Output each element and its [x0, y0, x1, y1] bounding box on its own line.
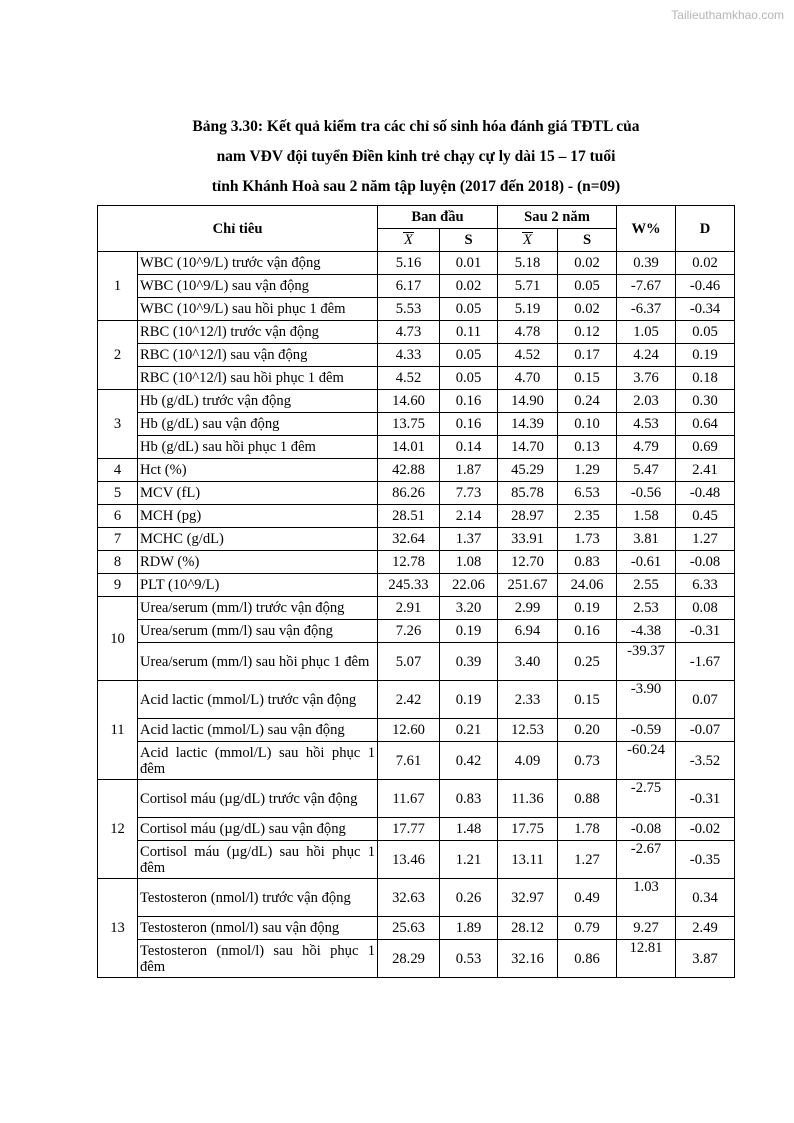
header-s-sau-2-nam: S [558, 229, 617, 252]
cell-x2: 4.52 [498, 344, 558, 367]
cell-w-percent: -39.37 [617, 643, 676, 681]
indicator-label: Acid lactic (mmol/L) sau hồi phục 1 đêm [138, 742, 378, 780]
cell-w-percent: 4.24 [617, 344, 676, 367]
indicator-label: MCH (pg) [138, 505, 378, 528]
cell-s2: 0.02 [558, 298, 617, 321]
group-number: 6 [98, 505, 138, 528]
group-number: 5 [98, 482, 138, 505]
cell-x1: 2.91 [378, 597, 440, 620]
indicator-label: Testosteron (nmol/l) sau vận động [138, 917, 378, 940]
cell-w-percent: 3.76 [617, 367, 676, 390]
table-caption [98, 112, 734, 202]
cell-d: 0.64 [676, 413, 735, 436]
table-row [98, 413, 735, 436]
cell-x1: 245.33 [378, 574, 440, 597]
cell-s1: 0.19 [440, 681, 498, 719]
cell-d: 0.07 [676, 681, 735, 719]
table-row [98, 681, 735, 719]
cell-x2: 251.67 [498, 574, 558, 597]
cell-s1: 1.48 [440, 818, 498, 841]
cell-x2: 14.39 [498, 413, 558, 436]
cell-x2: 28.97 [498, 505, 558, 528]
caption-line-2: nam VĐV đội tuyển Điền kinh trẻ chạy cự ly dài 15 – 17 tuổi [216, 148, 616, 165]
indicator-label: Testosteron (nmol/l) sau hồi phục 1 đêm [138, 940, 378, 978]
cell-x1: 32.64 [378, 528, 440, 551]
cell-w-percent: 4.79 [617, 436, 676, 459]
cell-s2: 0.83 [558, 551, 617, 574]
table-row [98, 344, 735, 367]
cell-x2: 32.16 [498, 940, 558, 978]
cell-x1: 5.16 [378, 252, 440, 275]
cell-x2: 12.53 [498, 719, 558, 742]
cell-s1: 0.53 [440, 940, 498, 978]
cell-s2: 0.02 [558, 252, 617, 275]
table-row [98, 574, 735, 597]
cell-s2: 0.49 [558, 879, 617, 917]
cell-d: -0.31 [676, 780, 735, 818]
indicator-label: Hb (g/dL) trước vận động [138, 390, 378, 413]
cell-d: 0.19 [676, 344, 735, 367]
cell-w-percent: -0.59 [617, 719, 676, 742]
cell-w-percent: 2.55 [617, 574, 676, 597]
header-chi-tieu: Chỉ tiêu [98, 206, 378, 252]
group-number: 10 [98, 597, 138, 681]
group-number: 8 [98, 551, 138, 574]
cell-x2: 3.40 [498, 643, 558, 681]
results-table [97, 205, 735, 978]
cell-x1: 12.78 [378, 551, 440, 574]
cell-x2: 32.97 [498, 879, 558, 917]
cell-s2: 0.10 [558, 413, 617, 436]
watermark: Tailieuthamkhao.com [671, 8, 784, 22]
cell-s2: 0.73 [558, 742, 617, 780]
indicator-label: RBC (10^12/l) trước vận động [138, 321, 378, 344]
cell-w-percent: -0.61 [617, 551, 676, 574]
cell-s1: 0.83 [440, 780, 498, 818]
cell-s1: 0.26 [440, 879, 498, 917]
header-x-ban-dau: X [378, 229, 440, 252]
table-row [98, 459, 735, 482]
cell-x1: 86.26 [378, 482, 440, 505]
group-number: 2 [98, 321, 138, 390]
cell-x1: 42.88 [378, 459, 440, 482]
table-row [98, 390, 735, 413]
cell-d: -0.08 [676, 551, 735, 574]
cell-x1: 4.33 [378, 344, 440, 367]
cell-x2: 12.70 [498, 551, 558, 574]
cell-x2: 5.18 [498, 252, 558, 275]
cell-x2: 4.70 [498, 367, 558, 390]
table-body [98, 252, 735, 978]
cell-s1: 1.37 [440, 528, 498, 551]
indicator-label: RBC (10^12/l) sau hồi phục 1 đêm [138, 367, 378, 390]
indicator-label: Cortisol máu (µg/dL) sau hồi phục 1 đêm [138, 841, 378, 879]
cell-d: 0.34 [676, 879, 735, 917]
indicator-label: Urea/serum (mm/l) sau vận động [138, 620, 378, 643]
group-number: 4 [98, 459, 138, 482]
cell-x1: 28.29 [378, 940, 440, 978]
table-row [98, 841, 735, 879]
cell-s2: 0.12 [558, 321, 617, 344]
cell-d: 6.33 [676, 574, 735, 597]
cell-s1: 0.39 [440, 643, 498, 681]
cell-d: 0.18 [676, 367, 735, 390]
cell-x2: 11.36 [498, 780, 558, 818]
cell-s2: 0.15 [558, 681, 617, 719]
cell-d: 0.30 [676, 390, 735, 413]
indicator-label: WBC (10^9/L) sau vận động [138, 275, 378, 298]
cell-w-percent: 12.81 [617, 940, 676, 978]
cell-s1: 7.73 [440, 482, 498, 505]
cell-x2: 17.75 [498, 818, 558, 841]
cell-x1: 4.52 [378, 367, 440, 390]
cell-s1: 0.16 [440, 413, 498, 436]
cell-w-percent: -6.37 [617, 298, 676, 321]
cell-w-percent: -7.67 [617, 275, 676, 298]
table-row [98, 597, 735, 620]
cell-d: 0.05 [676, 321, 735, 344]
cell-x1: 5.53 [378, 298, 440, 321]
header-d: D [676, 206, 735, 252]
cell-s2: 0.79 [558, 917, 617, 940]
group-number: 13 [98, 879, 138, 978]
cell-w-percent: -2.75 [617, 780, 676, 818]
cell-x1: 17.77 [378, 818, 440, 841]
table-row [98, 551, 735, 574]
cell-x1: 5.07 [378, 643, 440, 681]
cell-s2: 1.29 [558, 459, 617, 482]
cell-d: 0.45 [676, 505, 735, 528]
group-number: 3 [98, 390, 138, 459]
cell-d: -0.46 [676, 275, 735, 298]
cell-s2: 1.27 [558, 841, 617, 879]
table-row [98, 719, 735, 742]
header-ban-dau: Ban đầu [378, 206, 498, 229]
indicator-label: Urea/serum (mm/l) sau hồi phục 1 đêm [138, 643, 378, 681]
cell-x2: 4.09 [498, 742, 558, 780]
indicator-label: WBC (10^9/L) trước vận động [138, 252, 378, 275]
cell-x1: 12.60 [378, 719, 440, 742]
table-row [98, 818, 735, 841]
cell-w-percent: 0.39 [617, 252, 676, 275]
cell-x2: 45.29 [498, 459, 558, 482]
cell-d: -3.52 [676, 742, 735, 780]
indicator-label: Urea/serum (mm/l) trước vận động [138, 597, 378, 620]
cell-x1: 28.51 [378, 505, 440, 528]
cell-s1: 0.05 [440, 344, 498, 367]
cell-x1: 25.63 [378, 917, 440, 940]
table-row [98, 742, 735, 780]
cell-w-percent: -0.56 [617, 482, 676, 505]
group-number: 11 [98, 681, 138, 780]
cell-w-percent: -2.67 [617, 841, 676, 879]
indicator-label: Cortisol máu (µg/dL) sau vận động [138, 818, 378, 841]
cell-s2: 0.13 [558, 436, 617, 459]
cell-s2: 0.24 [558, 390, 617, 413]
cell-d: 0.69 [676, 436, 735, 459]
cell-x2: 6.94 [498, 620, 558, 643]
cell-s1: 3.20 [440, 597, 498, 620]
cell-x2: 14.90 [498, 390, 558, 413]
indicator-label: WBC (10^9/L) sau hồi phục 1 đêm [138, 298, 378, 321]
cell-d: 0.08 [676, 597, 735, 620]
cell-x2: 13.11 [498, 841, 558, 879]
table-row [98, 505, 735, 528]
table-row [98, 917, 735, 940]
group-number: 1 [98, 252, 138, 321]
cell-d: -0.07 [676, 719, 735, 742]
cell-w-percent: 2.53 [617, 597, 676, 620]
cell-s1: 0.16 [440, 390, 498, 413]
cell-x1: 11.67 [378, 780, 440, 818]
cell-s1: 0.19 [440, 620, 498, 643]
cell-x1: 2.42 [378, 681, 440, 719]
cell-s1: 1.89 [440, 917, 498, 940]
cell-w-percent: 2.03 [617, 390, 676, 413]
cell-s1: 0.21 [440, 719, 498, 742]
table-row [98, 940, 735, 978]
cell-x2: 2.99 [498, 597, 558, 620]
table-row [98, 482, 735, 505]
cell-s2: 0.05 [558, 275, 617, 298]
cell-s1: 0.05 [440, 298, 498, 321]
caption-line-3: tỉnh Khánh Hoà sau 2 năm tập luyện (2017 đến 2018) - (n=09) [211, 178, 621, 195]
indicator-label: Cortisol máu (µg/dL) trước vận động [138, 780, 378, 818]
cell-s2: 1.78 [558, 818, 617, 841]
cell-d: -0.34 [676, 298, 735, 321]
cell-x1: 14.01 [378, 436, 440, 459]
cell-x1: 32.63 [378, 879, 440, 917]
table-row [98, 780, 735, 818]
table-row [98, 252, 735, 275]
indicator-label: Hct (%) [138, 459, 378, 482]
group-number: 7 [98, 528, 138, 551]
cell-s1: 1.08 [440, 551, 498, 574]
cell-w-percent: 1.03 [617, 879, 676, 917]
cell-s1: 0.14 [440, 436, 498, 459]
cell-d: -0.48 [676, 482, 735, 505]
cell-w-percent: 3.81 [617, 528, 676, 551]
cell-w-percent: 9.27 [617, 917, 676, 940]
cell-s2: 2.35 [558, 505, 617, 528]
cell-d: -0.02 [676, 818, 735, 841]
cell-s1: 0.05 [440, 367, 498, 390]
cell-s1: 22.06 [440, 574, 498, 597]
cell-s2: 6.53 [558, 482, 617, 505]
cell-d: 2.49 [676, 917, 735, 940]
cell-w-percent: -3.90 [617, 681, 676, 719]
cell-s2: 0.88 [558, 780, 617, 818]
cell-s1: 1.21 [440, 841, 498, 879]
cell-s1: 0.11 [440, 321, 498, 344]
cell-d: -1.67 [676, 643, 735, 681]
indicator-label: MCHC (g/dL) [138, 528, 378, 551]
cell-s2: 0.19 [558, 597, 617, 620]
cell-x2: 85.78 [498, 482, 558, 505]
cell-x1: 4.73 [378, 321, 440, 344]
cell-x1: 14.60 [378, 390, 440, 413]
cell-x1: 13.46 [378, 841, 440, 879]
group-number: 9 [98, 574, 138, 597]
header-sau-2-nam: Sau 2 năm [498, 206, 617, 229]
cell-w-percent: 1.05 [617, 321, 676, 344]
cell-s1: 2.14 [440, 505, 498, 528]
table-row [98, 298, 735, 321]
cell-s2: 1.73 [558, 528, 617, 551]
indicator-label: Testosteron (nmol/l) trước vận động [138, 879, 378, 917]
cell-w-percent: 4.53 [617, 413, 676, 436]
group-number: 12 [98, 780, 138, 879]
cell-s1: 0.02 [440, 275, 498, 298]
indicator-label: MCV (fL) [138, 482, 378, 505]
cell-d: 1.27 [676, 528, 735, 551]
indicator-label: Acid lactic (mmol/L) trước vận động [138, 681, 378, 719]
cell-s2: 0.17 [558, 344, 617, 367]
table-row [98, 620, 735, 643]
indicator-label: Hb (g/dL) sau vận động [138, 413, 378, 436]
cell-d: -0.31 [676, 620, 735, 643]
cell-x2: 28.12 [498, 917, 558, 940]
cell-x2: 33.91 [498, 528, 558, 551]
cell-w-percent: 5.47 [617, 459, 676, 482]
cell-s1: 0.42 [440, 742, 498, 780]
cell-x2: 4.78 [498, 321, 558, 344]
indicator-label: RDW (%) [138, 551, 378, 574]
table-row [98, 528, 735, 551]
indicator-label: Acid lactic (mmol/L) sau vận động [138, 719, 378, 742]
cell-x1: 7.61 [378, 742, 440, 780]
header-x-sau-2-nam: X [498, 229, 558, 252]
header-w-percent: W% [617, 206, 676, 252]
cell-d: 3.87 [676, 940, 735, 978]
header-s-ban-dau: S [440, 229, 498, 252]
cell-d: 0.02 [676, 252, 735, 275]
cell-d: 2.41 [676, 459, 735, 482]
table-row [98, 643, 735, 681]
cell-x1: 7.26 [378, 620, 440, 643]
cell-s2: 0.25 [558, 643, 617, 681]
cell-s2: 0.16 [558, 620, 617, 643]
cell-x1: 13.75 [378, 413, 440, 436]
table-row [98, 321, 735, 344]
caption-line-1: Bảng 3.30: Kết quả kiểm tra các chỉ số sinh hóa đánh giá TĐTL của [192, 118, 640, 135]
cell-x2: 2.33 [498, 681, 558, 719]
cell-s2: 0.86 [558, 940, 617, 978]
indicator-label: RBC (10^12/l) sau vận động [138, 344, 378, 367]
cell-w-percent: -4.38 [617, 620, 676, 643]
table-row [98, 275, 735, 298]
indicator-label: PLT (10^9/L) [138, 574, 378, 597]
cell-w-percent: 1.58 [617, 505, 676, 528]
indicator-label: Hb (g/dL) sau hồi phục 1 đêm [138, 436, 378, 459]
table-row [98, 879, 735, 917]
cell-x2: 5.71 [498, 275, 558, 298]
cell-x1: 6.17 [378, 275, 440, 298]
cell-s2: 0.15 [558, 367, 617, 390]
cell-d: -0.35 [676, 841, 735, 879]
cell-x2: 14.70 [498, 436, 558, 459]
table-row [98, 367, 735, 390]
cell-w-percent: -0.08 [617, 818, 676, 841]
cell-s1: 0.01 [440, 252, 498, 275]
cell-w-percent: -60.24 [617, 742, 676, 780]
cell-s2: 24.06 [558, 574, 617, 597]
cell-x2: 5.19 [498, 298, 558, 321]
table-row [98, 436, 735, 459]
cell-s2: 0.20 [558, 719, 617, 742]
cell-s1: 1.87 [440, 459, 498, 482]
